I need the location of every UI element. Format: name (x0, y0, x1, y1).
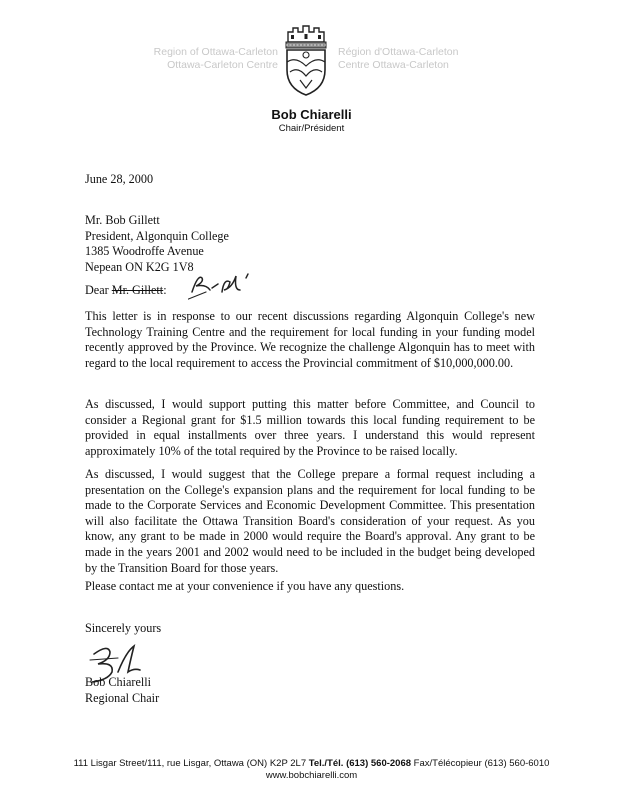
footer-tel: (613) 560-2068 (346, 758, 412, 769)
footer (0, 758, 623, 782)
body-paragraph: Please contact me at your convenience if you have any questions. (85, 579, 405, 593)
org-name-french-line2: Centre Ottawa-Carleton (338, 59, 449, 71)
closing: Sincerely yours (85, 621, 162, 635)
footer-fax: (613) 560-6010 (484, 758, 550, 769)
letter-date: June 28, 2000 (85, 172, 154, 186)
recipient-line: Nepean ON K2G 1V8 (85, 259, 194, 274)
signer-title: Regional Chair (85, 690, 160, 705)
signature-block (85, 675, 159, 706)
recipient-line: Mr. Bob Gillett (85, 213, 160, 227)
recipient-line: President, Algonquin College (85, 228, 229, 243)
body-paragraph: As discussed, I would suggest that the College prepare a formal request including a presentation on the College's expansion plans and the requirement for local funding to be made to the Corporate Services and Economic Development Committee. This presentation will also facilitate the Ottawa Transition Board's consideration of your request. As you know, any grant to be made in 2000 would require the Board's approval. Any grant to be made in the years 2001 and 2002 would need to be included in the budget being developed by the Transition Board for those years. (85, 467, 535, 575)
footer-tel-label: Tel./Tél. (308, 758, 344, 769)
recipient-line: 1385 Woodroffe Avenue (85, 244, 204, 259)
signer-name: Bob Chiarelli (85, 675, 152, 689)
footer-contact-line (0, 758, 623, 770)
coat-of-arms-icon (276, 22, 336, 98)
salutation-name-struck: Mr. Gillett (111, 283, 164, 297)
org-name-french-line1: Région d'Ottawa-Carleton (338, 46, 459, 58)
salutation-prefix: Dear (85, 283, 112, 297)
footer-fax-label: Fax/Télécopieur (413, 758, 482, 769)
body-paragraph: This letter is in response to our recent discussions regarding Algonquin College's new Technology Training Centre and the requirement for local funding in your funding model recently approved by the Province. We recognize the challenge Algonquin has to meet with regard to the local requirement to access the Provincial commitment of $10,000,000.00. (85, 309, 535, 370)
org-name-english-line2: Ottawa-Carleton Centre (167, 59, 278, 71)
salutation-suffix: : (163, 283, 167, 297)
sender-title-heading: Chair/Président (278, 123, 345, 134)
footer-address: 111 Lisgar Street/111, rue Lisgar, Ottawa (ON) K2P 2L7 (73, 758, 307, 769)
salutation (85, 283, 167, 299)
body-paragraph: As discussed, I would support putting this matter before Committee, and Council to consider a Regional grant for $1.5 million towards this local funding requirement to be provided in equal installments over three years. I understand this would represent approximately 10% of the total required by the Province to be raised locally. (85, 397, 535, 458)
footer-website: www.bobchiarelli.com (265, 770, 358, 781)
handwritten-initials (188, 266, 268, 302)
org-name-english-line1: Region of Ottawa-Carleton (153, 46, 278, 58)
org-name-english (118, 46, 278, 72)
sender-name-heading: Bob Chiarelli (271, 107, 352, 122)
org-name-french (338, 46, 508, 72)
